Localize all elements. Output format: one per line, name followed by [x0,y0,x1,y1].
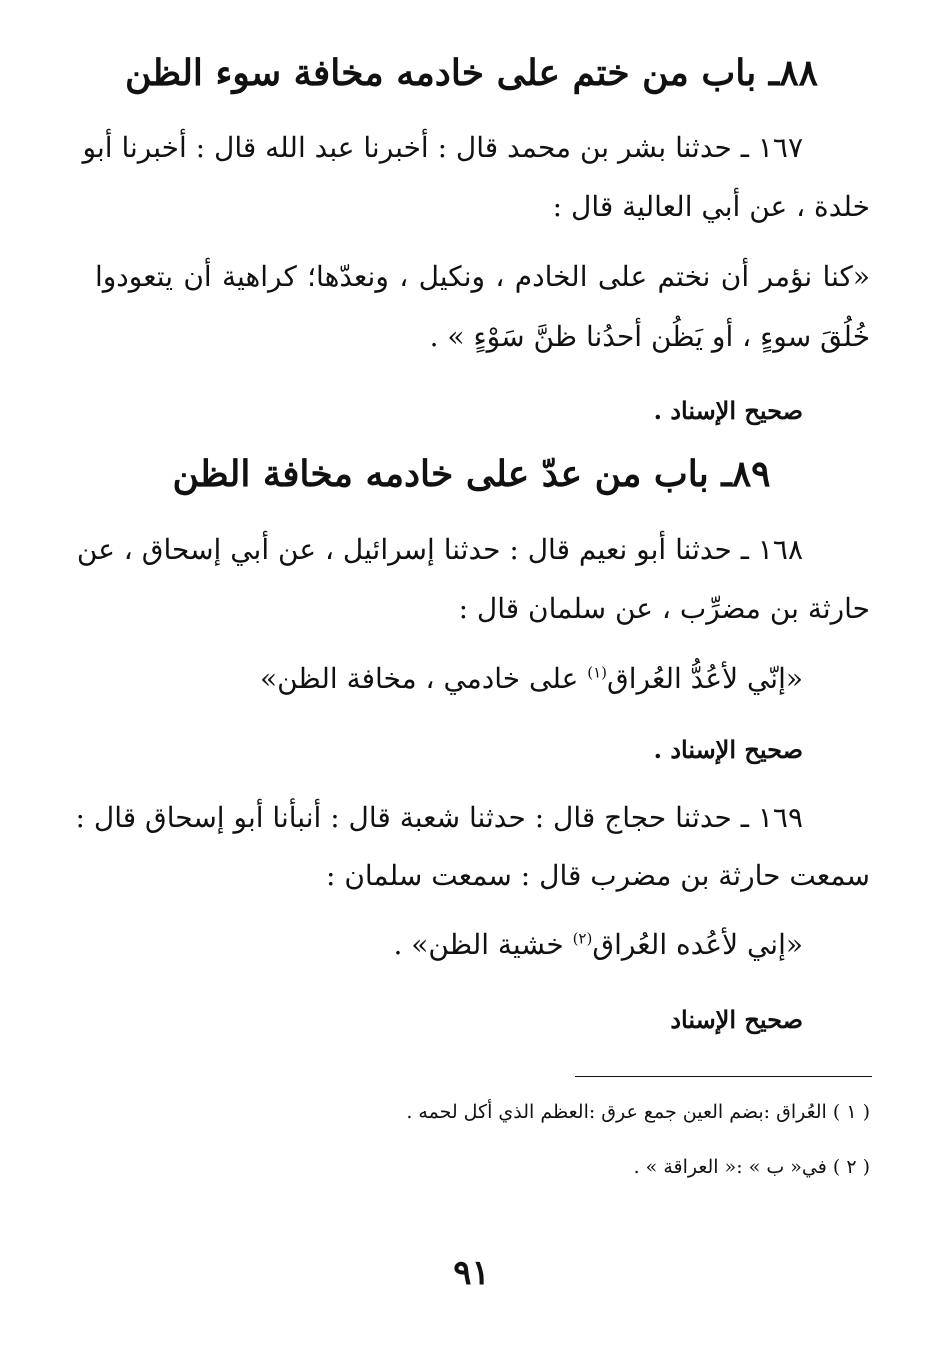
hadith-168-quote-part-2: على خادمي ، مخافة الظن» [259,662,588,695]
hadith-168-grade: صحيح الإسناد . [653,735,803,764]
hadith-168-line-2: حارثة بن مضرِّب ، عن سلمان قال : [458,592,870,625]
hadith-167-quote-line-1: «كنا نؤمر أن نختم على الخادم ، ونكيل ، ونعدّها؛ كراهية أن يتعودوا [95,260,870,293]
footnote-ref-1: (١) [587,663,607,682]
chapter-88-heading: ٨٨ـ باب من ختم على خادمه مخافة سوء الظن [125,52,818,94]
footnote-divider [575,1076,872,1077]
chapter-89-heading: ٨٩ـ باب من عدّ على خادمه مخافة الظن [172,453,771,495]
page-number: ٩١ [453,1253,490,1293]
footnote-1: ( ١ ) العُراق :بضم العين جمع عرق :العظم الذي أكل لحمه . [406,1101,870,1123]
hadith-169-quote [393,928,803,961]
hadith-167-line-2: خلدة ، عن أبي العالية قال : [552,190,870,223]
hadith-168-quote-part-1: «إنّي لأعُدُّ العُراق [607,662,803,695]
hadith-169-line-1: ١٦٩ ـ حدثنا حجاج قال : حدثنا شعبة قال : أنبأنا أبو إسحاق قال : [75,801,803,834]
hadith-169-quote-part-2: خشية الظن» . [393,928,573,961]
footnote-2: ( ٢ ) في« ب » :« العراقة » . [633,1156,870,1178]
hadith-167-grade: صحيح الإسناد . [653,396,803,425]
hadith-168-quote [260,662,803,695]
hadith-167-line-1: ١٦٧ ـ حدثنا بشر بن محمد قال : أخبرنا عبد الله قال : أخبرنا أبو [82,131,803,164]
hadith-168-line-1: ١٦٨ ـ حدثنا أبو نعيم قال : حدثنا إسرائيل ، عن أبي إسحاق ، عن [76,533,803,566]
footnote-ref-2: (٢) [572,929,593,948]
hadith-169-line-2: سمعت حارثة بن مضرب قال : سمعت سلمان : [325,859,870,892]
hadith-169-grade: صحيح الإسناد [670,1005,803,1034]
hadith-167-quote-line-2: خُلُقَ سوءٍ ، أو يَظُن أحدُنا ظنَّ سَوْءٍ » . [429,320,870,353]
hadith-169-quote-part-1: «إني لأعُده العُراق [592,928,803,961]
